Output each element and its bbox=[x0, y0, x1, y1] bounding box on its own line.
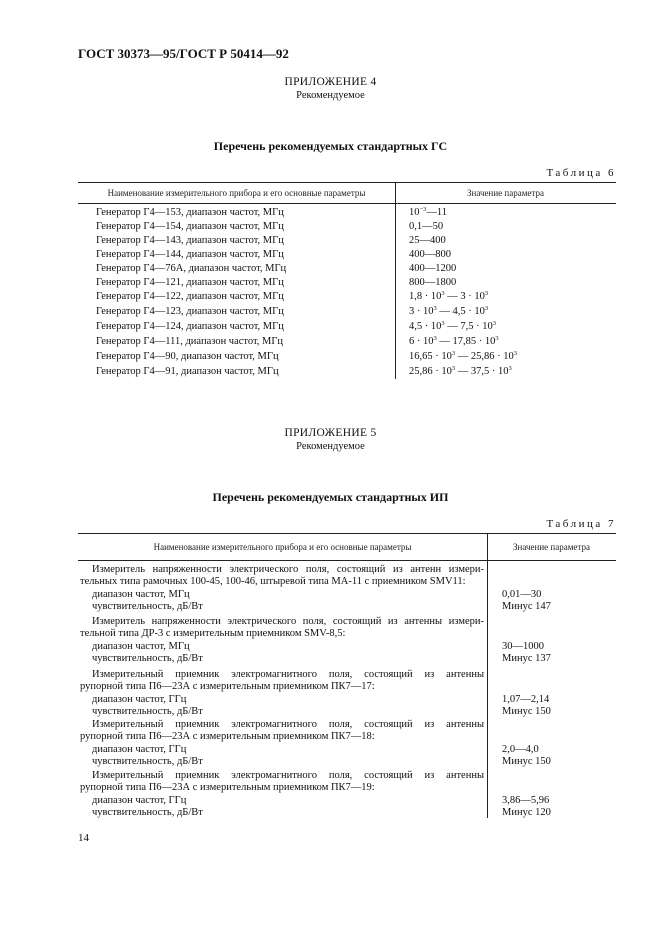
appendix5-subtitle: Рекомендуемое bbox=[296, 441, 365, 452]
table7-entry-3-value-2: Минус 150 bbox=[502, 706, 551, 717]
table6-row-4-name: Генератор Г4—144, диапазон частот, МГц bbox=[96, 249, 284, 260]
appendix4-title: ПРИЛОЖЕНИЕ 4 bbox=[284, 76, 377, 88]
table7-header-rule bbox=[78, 560, 616, 561]
table7-entry-4 bbox=[80, 719, 484, 769]
table7-entry-2-value-1: 30—1000 bbox=[502, 641, 544, 652]
table7-entry-1-value-2: Минус 147 bbox=[502, 601, 551, 612]
table7-entry-3-desc-line-2: рупорной типа П6—23А с измерительным приемником ПК7—17: bbox=[80, 681, 375, 693]
table7-entry-5-value-2: Минус 120 bbox=[502, 807, 551, 818]
table6-col-name-header: Наименование измерительного прибора и его основные параметры bbox=[107, 188, 366, 198]
table6-column-divider bbox=[395, 182, 396, 379]
table6-row-9-value: $4,5 \cdot 10^3$ — $7,5 \cdot 10^3$ bbox=[409, 320, 496, 332]
appendix4-subtitle: Рекомендуемое bbox=[296, 90, 365, 101]
document-code: ГОСТ 30373—95/ГОСТ Р 50414—92 bbox=[78, 46, 289, 61]
table7-entry-5-param-2: чувствительность, дБ/Вт bbox=[92, 807, 203, 819]
table6-row-12-name: Генератор Г4—91, диапазон частот, МГц bbox=[96, 366, 279, 377]
table6-row-11-name: Генератор Г4—90, диапазон частот, МГц bbox=[96, 351, 279, 362]
table6-row-6-value: 800—1800 bbox=[409, 277, 457, 288]
table6-row-4-value: 400—800 bbox=[409, 249, 451, 260]
table6-row-3-value: 25—400 bbox=[409, 235, 446, 246]
table7-entry-4-value-1: 2,0—4,0 bbox=[502, 744, 539, 755]
table6-row-8-value: $3 \cdot 10^3$ — $4,5 \cdot 10^3$ bbox=[409, 305, 489, 317]
table7-entry-1-desc-line-1: Измеритель напряженности электрического поля, состоящий из антенн измери- bbox=[92, 564, 484, 575]
table7-entry-3-value-1: 1,07—2,14 bbox=[502, 694, 550, 705]
table7-entry-4-param-1: диапазон частот, ГГц bbox=[92, 743, 187, 755]
table6-col-value-header: Значение параметра bbox=[467, 188, 544, 198]
table6-row-5-name: Генератор Г4—76А, диапазон частот, МГц bbox=[96, 263, 287, 274]
page-number: 14 bbox=[78, 832, 89, 844]
table7-entry-3 bbox=[80, 669, 484, 719]
table7-entry-5-desc-line-1: Измерительный приемник электромагнитного поля, состоящий из антенны bbox=[92, 770, 484, 781]
table7-column-divider bbox=[487, 533, 488, 818]
table6-row-9-name: Генератор Г4—124, диапазон частот, МГц bbox=[96, 321, 284, 332]
table6-row-6-name: Генератор Г4—121, диапазон частот, МГц bbox=[96, 277, 284, 288]
table7-col-value-header: Значение параметра bbox=[513, 542, 590, 552]
table6-row-2-name: Генератор Г4—154, диапазон частот, МГц bbox=[96, 221, 284, 232]
table6-row-10-value: $6 \cdot 10^3$ — $17,85 \cdot 10^3$ bbox=[409, 335, 499, 347]
table6-row-7-name: Генератор Г4—122, диапазон частот, МГц bbox=[96, 291, 284, 302]
table7-top-rule bbox=[78, 533, 616, 534]
table7-label: Таблица 7 bbox=[546, 518, 616, 530]
table7-entry-4-desc-line-1: Измерительный приемник электромагнитного поля, состоящий из антенны bbox=[92, 719, 484, 730]
appendix5-title: ПРИЛОЖЕНИЕ 5 bbox=[284, 427, 377, 439]
table7-entry-3-desc-line-1: Измерительный приемник электромагнитного поля, состоящий из антенны bbox=[92, 669, 484, 680]
table7-col-name-header: Наименование измерительного прибора и его основные параметры bbox=[153, 542, 412, 552]
table7-entry-1-param-1: диапазон частот, МГц bbox=[92, 588, 190, 600]
table7-entry-1-value-1: 0,01—30 bbox=[502, 589, 542, 600]
table6-row-2-value: 0,1—50 bbox=[409, 221, 444, 232]
table6-header-rule bbox=[78, 203, 616, 204]
table6-row-10-name: Генератор Г4—111, диапазон частот, МГц bbox=[96, 336, 284, 347]
table7-entry-2-param-1: диапазон частот, МГц bbox=[92, 640, 190, 652]
table7-entry-5-desc-line-2: рупорной типа П6—23А с измерительным приемником ПК7—19: bbox=[80, 782, 375, 794]
table6-row-3-name: Генератор Г4—143, диапазон частот, МГц bbox=[96, 235, 284, 246]
table7-entry-2-value-2: Минус 137 bbox=[502, 653, 551, 664]
table7-entry-5 bbox=[80, 770, 484, 820]
table7-entry-2 bbox=[80, 616, 484, 666]
table6-row-7-value: $1,8 \cdot 10^3$ — $3 \cdot 10^3$ bbox=[409, 290, 489, 302]
table7-entry-4-desc-line-2: рупорной типа П6—23А с измерительным приемником ПК7—18: bbox=[80, 731, 375, 743]
table6-row-12-value: $25,86 \cdot 10^3$ — $37,5 \cdot 10^3$ bbox=[409, 365, 512, 377]
table7-entry-2-desc-line-1: Измеритель напряженности электрического поля, состоящий из антенны измери- bbox=[92, 616, 484, 627]
table6-row-11-value: $16,65 \cdot 10^3$ — $25,86 \cdot 10^3$ bbox=[409, 350, 517, 362]
table6-row-1-value: $10^{-3}—11$ bbox=[409, 206, 448, 218]
table6-row-1-name: Генератор Г4—153, диапазон частот, МГц bbox=[96, 207, 284, 218]
table7-entry-1 bbox=[80, 564, 484, 614]
table7-entry-1-desc-line-2: тельных типа рамочных 100-45, 100-46, штыревой типа МА-11 с приемником SMV11: bbox=[80, 576, 466, 588]
table7-entry-5-value-1: 3,86—5,96 bbox=[502, 795, 550, 806]
table6-label: Таблица 6 bbox=[546, 167, 616, 179]
table7-entry-3-param-2: чувствительность, дБ/Вт bbox=[92, 706, 203, 718]
table6-row-5-value: 400—1200 bbox=[409, 263, 457, 274]
table7-entry-1-param-2: чувствительность, дБ/Вт bbox=[92, 601, 203, 613]
table7-entry-2-desc-line-2: тельной типа ДР-3 с измерительным приемником SMV-8,5: bbox=[80, 628, 346, 640]
table7-entry-4-value-2: Минус 150 bbox=[502, 756, 551, 767]
appendix4-heading: Перечень рекомендуемых стандартных ГС bbox=[213, 139, 448, 153]
appendix5-heading: Перечень рекомендуемых стандартных ИП bbox=[212, 490, 449, 504]
table6-top-rule bbox=[78, 182, 616, 183]
table7-entry-3-param-1: диапазон частот, ГГц bbox=[92, 693, 187, 705]
table7-entry-5-param-1: диапазон частот, ГГц bbox=[92, 794, 187, 806]
table7-entry-4-param-2: чувствительность, дБ/Вт bbox=[92, 756, 203, 768]
table7-entry-2-param-2: чувствительность, дБ/Вт bbox=[92, 653, 203, 665]
table6-row-8-name: Генератор Г4—123, диапазон частот, МГц bbox=[96, 306, 284, 317]
